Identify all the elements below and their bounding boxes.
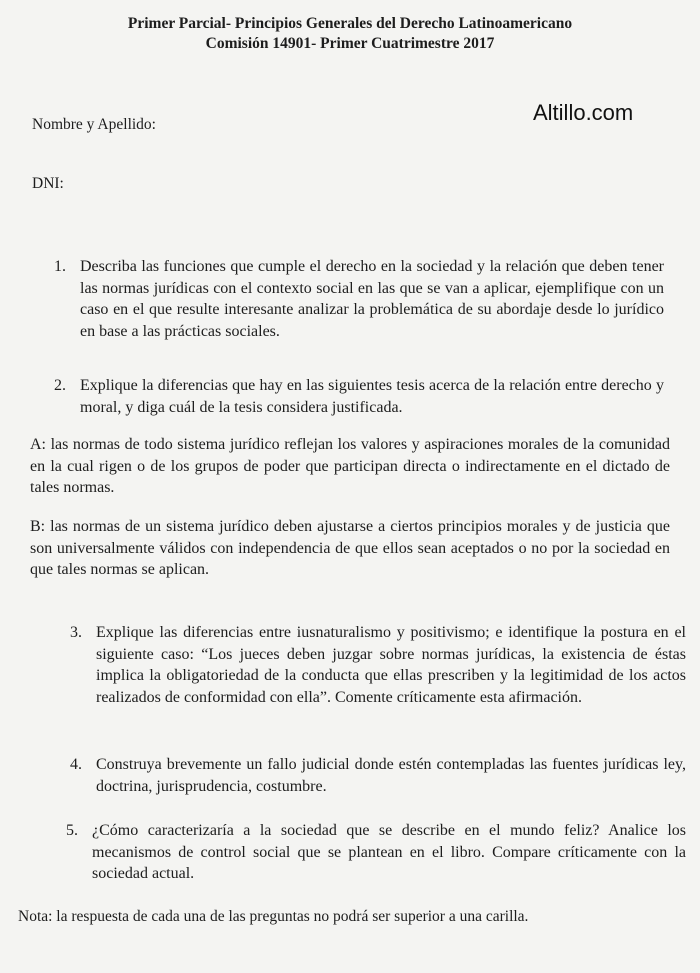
name-field-label: Nombre y Apellido: — [32, 116, 156, 133]
dni-field-label: DNI: — [32, 175, 64, 192]
question-text: Construya brevemente un fallo judicial donde estén contempladas las fuentes jurídicas ley, doctrina, jurisprudencia, costumbre. — [96, 756, 686, 795]
thesis-b: B: las normas de un sistema jurídico deben ajustarse a ciertos principios morales y de justicia que son universalmente válidos con independencia de que ellos sean aceptados o no por la sociedad en que tales normas se aplican. — [30, 518, 670, 578]
header-subtitle: Comisión 14901- Primer Cuatrimestre 2017 — [205, 35, 495, 52]
thesis-a: A: las normas de todo sistema jurídico reflejan los valores y aspiraciones morales de la comunidad en la cual rigen o de los grupos de poder que participan directa o indirectamente en el dictado de tales normas. — [30, 436, 670, 496]
question-4 — [70, 754, 686, 797]
question-text: Explique las diferencias entre iusnaturalismo y positivismo; e identifique la postura en el siguiente caso: “Los jueces deben juzgar sobre normas jurídicas, la existencia de éstas implica la obligatoriedad de la conducta que ellas prescriben y la legitimidad de los actos realizados de conformidad con ella”. Comente críticamente esta afirmación. — [96, 624, 686, 706]
question-text: ¿Cómo caracterizaría a la sociedad que se describe en el mundo feliz? Analice los mecanismos de control social que se plantean en el libro. Compare críticamente con la sociedad actual. — [92, 822, 686, 882]
question-number: 5. — [66, 822, 78, 839]
watermark: Altillo.com — [533, 100, 634, 125]
header-title: Primer Parcial- Principios Generales del Derecho Latinoamericano — [127, 15, 573, 32]
question-3 — [70, 622, 686, 708]
question-1 — [54, 256, 664, 342]
question-number: 1. — [54, 258, 66, 275]
question-number: 4. — [70, 756, 82, 773]
question-number: 3. — [70, 624, 82, 641]
question-text: Describa las funciones que cumple el derecho en la sociedad y la relación que deben tener las normas jurídicas con el contexto social en las que se van a aplicar, ejemplifique con un caso en el que resulte interesante analizar la problemática de su abordaje desde lo jurídico en base a las prácticas sociales. — [80, 258, 664, 340]
exam-header — [0, 14, 700, 54]
question-number: 2. — [54, 377, 66, 394]
exam-note: Nota: la respuesta de cada una de las preguntas no podrá ser superior a una carilla. — [18, 908, 529, 925]
question-text: Explique la diferencias que hay en las siguientes tesis acerca de la relación entre derecho y moral, y diga cuál de la tesis considera justificada. — [80, 377, 664, 416]
question-2 — [54, 375, 664, 418]
question-5 — [66, 820, 686, 885]
